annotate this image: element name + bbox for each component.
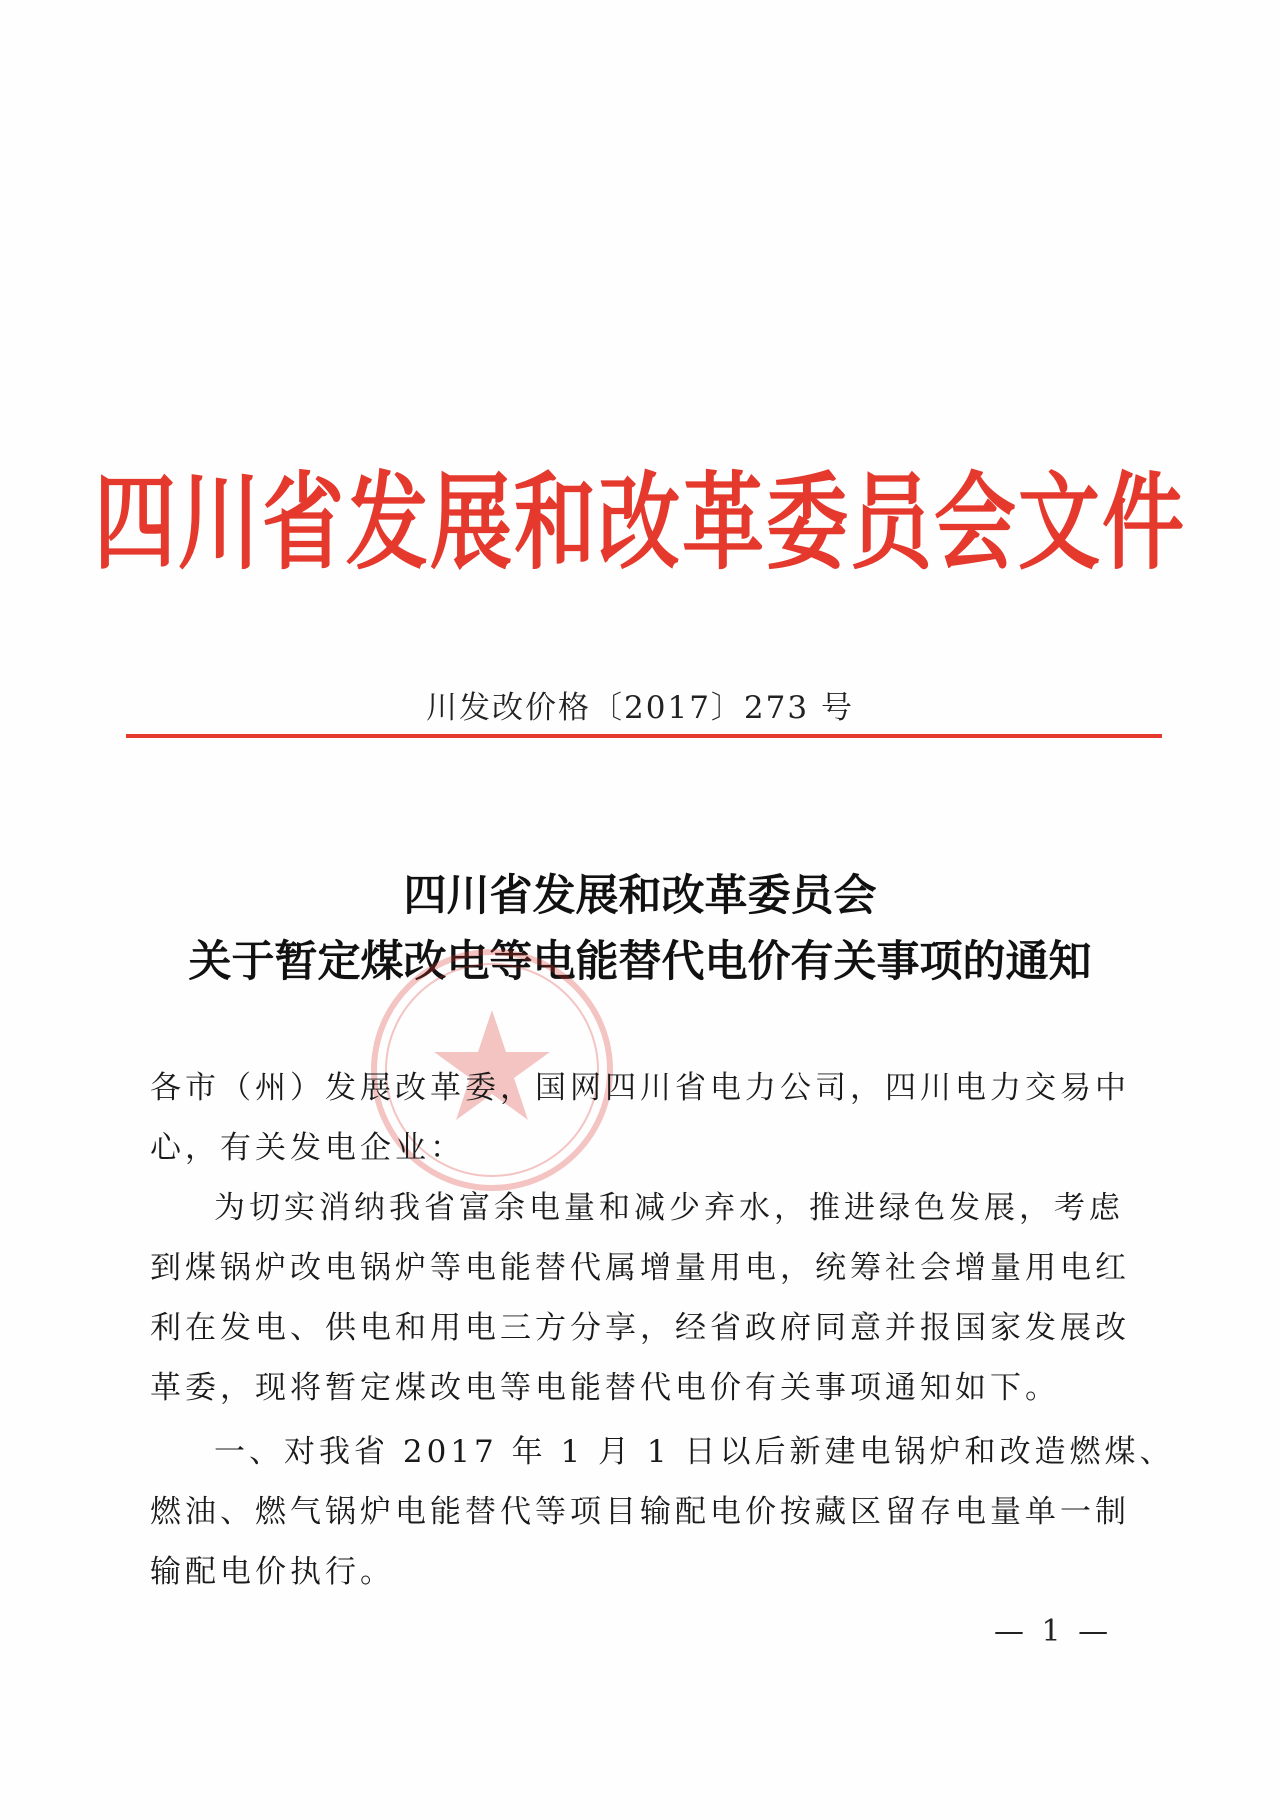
body-line: 输配电价执行。	[150, 1554, 395, 1590]
body-line: 一、对我省 2017 年 1 月 1 日以后新建电锅炉和改造燃煤、	[214, 1434, 1175, 1470]
body-line: 燃油、燃气锅炉电能替代等项目输配电价按藏区留存电量单一制	[150, 1494, 1130, 1530]
body-line: 到煤锅炉改电锅炉等电能替代属增量用电，统筹社会增量用电红	[150, 1250, 1130, 1286]
body-line: 各市（州）发展改革委，国网四川省电力公司，四川电力交易中	[150, 1070, 1130, 1106]
page-number: — 1 —	[994, 1614, 1113, 1649]
red-divider	[126, 734, 1162, 738]
body-line: 利在发电、供电和用电三方分享，经省政府同意并报国家发展改	[150, 1310, 1130, 1346]
body-line: 心，有关发电企业：	[150, 1130, 465, 1166]
document-number: 川发改价格〔2017〕273 号	[426, 690, 854, 726]
document-title-line1: 四川省发展和改革委员会	[403, 871, 877, 921]
body-line: 革委，现将暂定煤改电等电能替代电价有关事项通知如下。	[150, 1370, 1060, 1406]
issuer-banner: 四川省发展和改革委员会文件	[93, 463, 1186, 585]
body-line: 为切实消纳我省富余电量和减少弃水，推进绿色发展，考虑	[214, 1190, 1124, 1226]
document-title-line2: 关于暂定煤改电等电能替代电价有关事项的通知	[188, 937, 1092, 987]
